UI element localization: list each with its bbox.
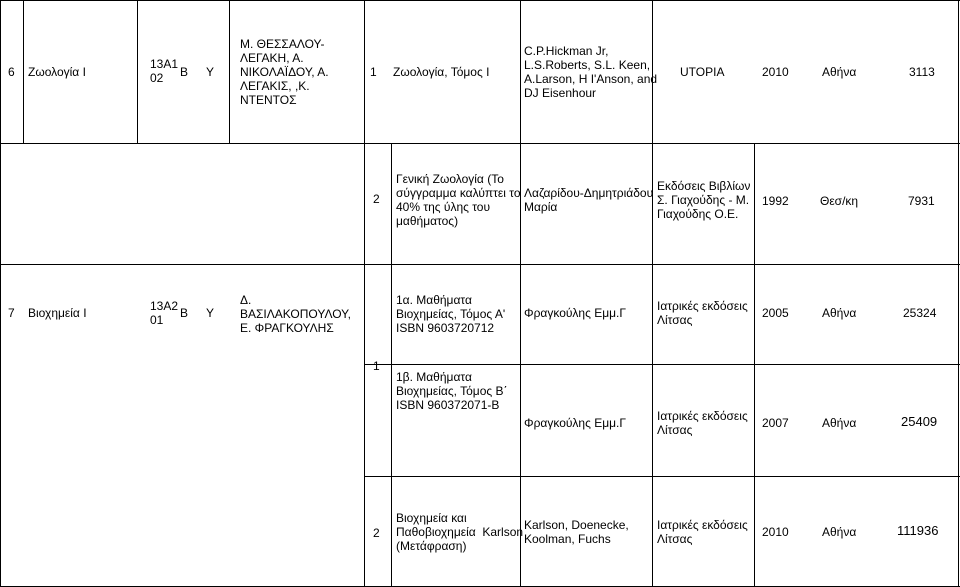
book-title: 1α. Μαθήματα Βιοχημείας, Τόμος Α' ISBN 9603720712 [396, 293, 506, 335]
course-col-b: Β [180, 65, 189, 79]
book-year: 1992 [762, 194, 789, 208]
column-separator [23, 0, 24, 143]
book-id: 25324 [903, 306, 937, 320]
column-separator [364, 0, 365, 143]
course-number: 6 [8, 65, 15, 79]
course-teachers: Δ. ΒΑΣΙΛΑΚΟΠΟΥΛΟΥ, Ε. ΦΡΑΓΚΟΥΛΗΣ [240, 293, 351, 335]
book-year: 2010 [762, 525, 789, 539]
row-separator [0, 264, 960, 265]
book-id: 25409 [901, 414, 938, 429]
column-separator [0, 0, 1, 587]
book-city: Αθήνα [822, 306, 857, 320]
book-publisher: Ιατρικές εκδόσεις Λίτσας [657, 518, 748, 546]
course-teachers: Μ. ΘΕΣΣΑΛΟΥ- ΛΕΓΑΚΗ, Α. ΝΙΚΟΛΑΪΔΟΥ, Α. ΛΕΓΑΚΙΣ, ,Κ. ΝΤΕΝΤΟΣ [240, 37, 329, 107]
book-title: 1β. Μαθήματα Βιοχημείας, Τόμος Β΄ ISBN 960372071-Β [396, 370, 508, 412]
book-city: Αθήνα [822, 416, 857, 430]
column-separator [391, 143, 392, 587]
book-id: 3113 [909, 65, 935, 79]
row-separator [364, 476, 960, 477]
book-city: Αθήνα [822, 525, 857, 539]
course-col-b: Β [180, 306, 189, 320]
book-title: Γενική Ζωολογία (Το σύγγραμμα καλύπτει το 40% της ύλης του μαθήματος) [396, 172, 521, 228]
column-separator [754, 143, 755, 587]
book-authors: C.P.Hickman Jr, L.S.Roberts, S.L. Keen, A.Larson, H I'Anson, and DJ Eisenhour [524, 44, 658, 100]
book-authors: Φραγκούλης Εμμ.Γ [524, 306, 626, 320]
column-separator [958, 0, 959, 587]
book-option: 2 [373, 192, 380, 206]
book-authors: Λαζαρίδου-Δημητριάδου Μαρία [524, 186, 654, 214]
book-publisher: UTOPIA [680, 65, 725, 79]
course-subject: Βιοχημεία Ι [28, 306, 87, 320]
row-separator [0, 143, 960, 144]
course-subject: Ζωολογία Ι [28, 65, 86, 79]
column-separator [137, 0, 138, 143]
book-publisher: Ιατρικές εκδόσεις Λίτσας [657, 299, 748, 327]
table-border-top [0, 0, 960, 1]
column-separator [520, 0, 521, 143]
book-year: 2005 [762, 306, 789, 320]
book-option: 2 [373, 526, 380, 540]
book-publisher: Ιατρικές εκδόσεις Λίτσας [657, 409, 748, 437]
row-separator [364, 364, 960, 365]
book-city: Θεσ/κη [820, 194, 859, 208]
book-title: Βιοχημεία και Παθοβιοχημεία Karlson (Μετάφραση) [396, 511, 524, 553]
book-id: 7931 [908, 194, 935, 208]
course-col-y: Υ [206, 65, 215, 79]
book-option: 1 [373, 359, 380, 373]
book-year: 2010 [762, 65, 789, 79]
course-number: 7 [8, 306, 15, 320]
book-authors: Φραγκούλης Εμμ.Γ [524, 416, 626, 430]
book-id: 111936 [897, 523, 939, 538]
book-year: 2007 [762, 416, 789, 430]
course-code: 13Α1 02 [150, 57, 179, 85]
book-publisher: Εκδόσεις Βιβλίων Σ. Γιαχούδης - Μ. Γιαχούδης Ο.Ε. [657, 179, 751, 221]
book-title: Ζωολογία, Τόμος Ι [393, 65, 490, 79]
column-separator [229, 0, 230, 143]
course-code: 13Α2 01 [150, 299, 179, 327]
column-separator [364, 143, 365, 587]
book-authors: Karlson, Doenecke, Koolman, Fuchs [524, 518, 629, 546]
book-option: 1 [370, 65, 377, 79]
course-col-y: Υ [206, 306, 215, 320]
book-city: Αθήνα [822, 65, 857, 79]
